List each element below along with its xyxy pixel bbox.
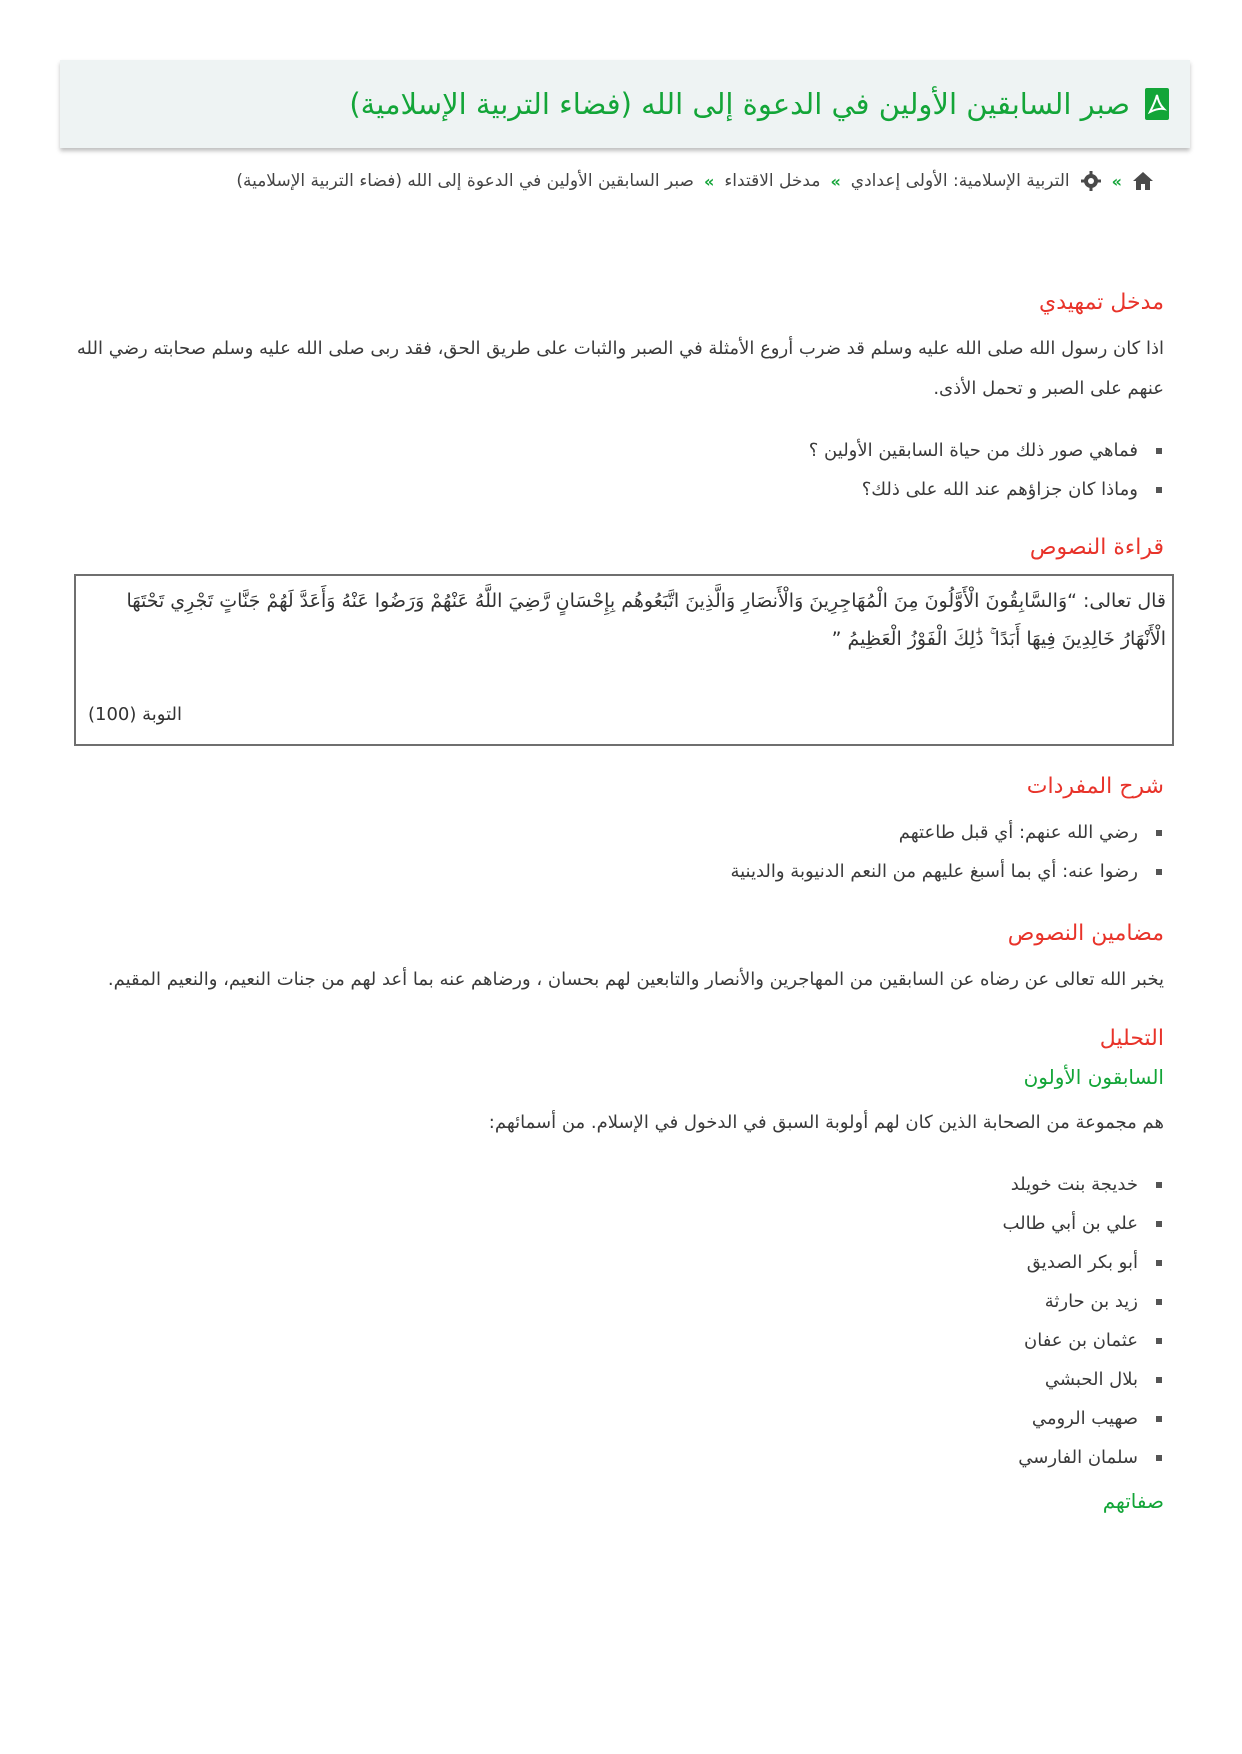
list-item: زيد بن حارثة (74, 1282, 1138, 1321)
page-title: صبر السابقين الأولين في الدعوة إلى الله (فضاء التربية الإسلامية) (349, 87, 1130, 121)
section-heading-themes: مضامين النصوص (1007, 921, 1164, 946)
breadcrumb-item-section[interactable]: مدخل الاقتداء (724, 171, 821, 191)
list-item: وماذا كان جزاؤهم عند الله على ذلك؟ (74, 470, 1138, 509)
list-item: بلال الحبشي (74, 1360, 1138, 1399)
breadcrumb-item-current: صبر السابقين الأولين في الدعوة إلى الله (فضاء التربية الإسلامية) (236, 171, 694, 191)
breadcrumb (236, 170, 1154, 192)
home-icon[interactable] (1132, 170, 1154, 192)
section-heading-reading: قراءة النصوص (1029, 535, 1164, 560)
list-item: عثمان بن عفان (74, 1321, 1138, 1360)
quran-quote-box (74, 574, 1174, 746)
pdf-icon[interactable] (1144, 87, 1170, 121)
analysis-paragraph: هم مجموعة من الصحابة الذين كان لهم أولوبة السبق في الدخول في الإسلام. من أسمائهم: (488, 1112, 1164, 1133)
list-item: أبو بكر الصديق (74, 1243, 1138, 1282)
intro-questions-list (74, 431, 1164, 509)
article-content (74, 290, 1164, 1527)
breadcrumb-separator: » (830, 171, 841, 191)
list-item: صهيب الرومي (74, 1399, 1138, 1438)
subheading-qualities: صفاتهم (1102, 1489, 1164, 1513)
breadcrumb-item-category[interactable]: التربية الإسلامية: الأولى إعدادي (850, 171, 1070, 191)
list-item: فماهي صور ذلك من حياة السابقين الأولين ؟ (74, 431, 1138, 470)
verse-reference: التوبة (100) (88, 704, 183, 725)
intro-paragraph: اذا كان رسول الله صلى الله عليه وسلم قد ضرب أروع الأمثلة في الصبر والثبات على طريق الحق، فقد ربى صلى الله عليه وسلم صحابته رضي الله عنهم على الصبر و تحمل الأذى. (76, 338, 1164, 399)
vocab-list (74, 813, 1164, 891)
list-item: رضوا عنه: أي بما أسبغ عليهم من النعم الدنيوبة والدينية (74, 852, 1138, 891)
title-bar (60, 60, 1190, 148)
section-heading-analysis: التحليل (1099, 1026, 1164, 1051)
breadcrumb-separator: » (703, 171, 715, 191)
list-item: علي بن أبي طالب (74, 1204, 1138, 1243)
gear-icon (1080, 170, 1102, 192)
list-item: خديجة بنت خويلد (74, 1165, 1138, 1204)
section-heading-vocab: شرح المفردات (1026, 774, 1164, 799)
list-item: سلمان الفارسي (74, 1438, 1138, 1477)
section-heading-intro: مدخل تمهيدي (1039, 290, 1164, 315)
subheading-first-believers: السابقون الأولون (1023, 1065, 1164, 1089)
companions-list (74, 1165, 1164, 1477)
breadcrumb-separator: » (1111, 171, 1122, 191)
quran-verse: قال تعالى: “وَالسَّابِقُونَ الْأَوَّلُونَ مِنَ الْمُهَاجِرِينَ وَالْأَنصَارِ وَالَّذِينَ اتَّبَعُوهُم بِإِحْسَانٍ رَّضِيَ اللَّهُ عَنْهُمْ وَرَضُوا عَنْهُ وَأَعَدَّ لَهُمْ جَنَّاتٍ تَجْرِي تَحْتَهَا الْأَنْهَارُ خَالِدِينَ فِيهَا أَبَدًا ۚ ذَٰلِكَ الْفَوْزُ الْعَظِيمُ ” (126, 590, 1166, 650)
themes-paragraph: يخبر الله تعالى عن رضاه عن السابقين من المهاجرين والأنصار والتابعين لهم بحسان ، ورضاهم عنه بما أعد لهم من جنات النعيم، والنعيم المقيم. (107, 969, 1164, 990)
list-item: رضي الله عنهم: أي قبل طاعتهم (74, 813, 1138, 852)
